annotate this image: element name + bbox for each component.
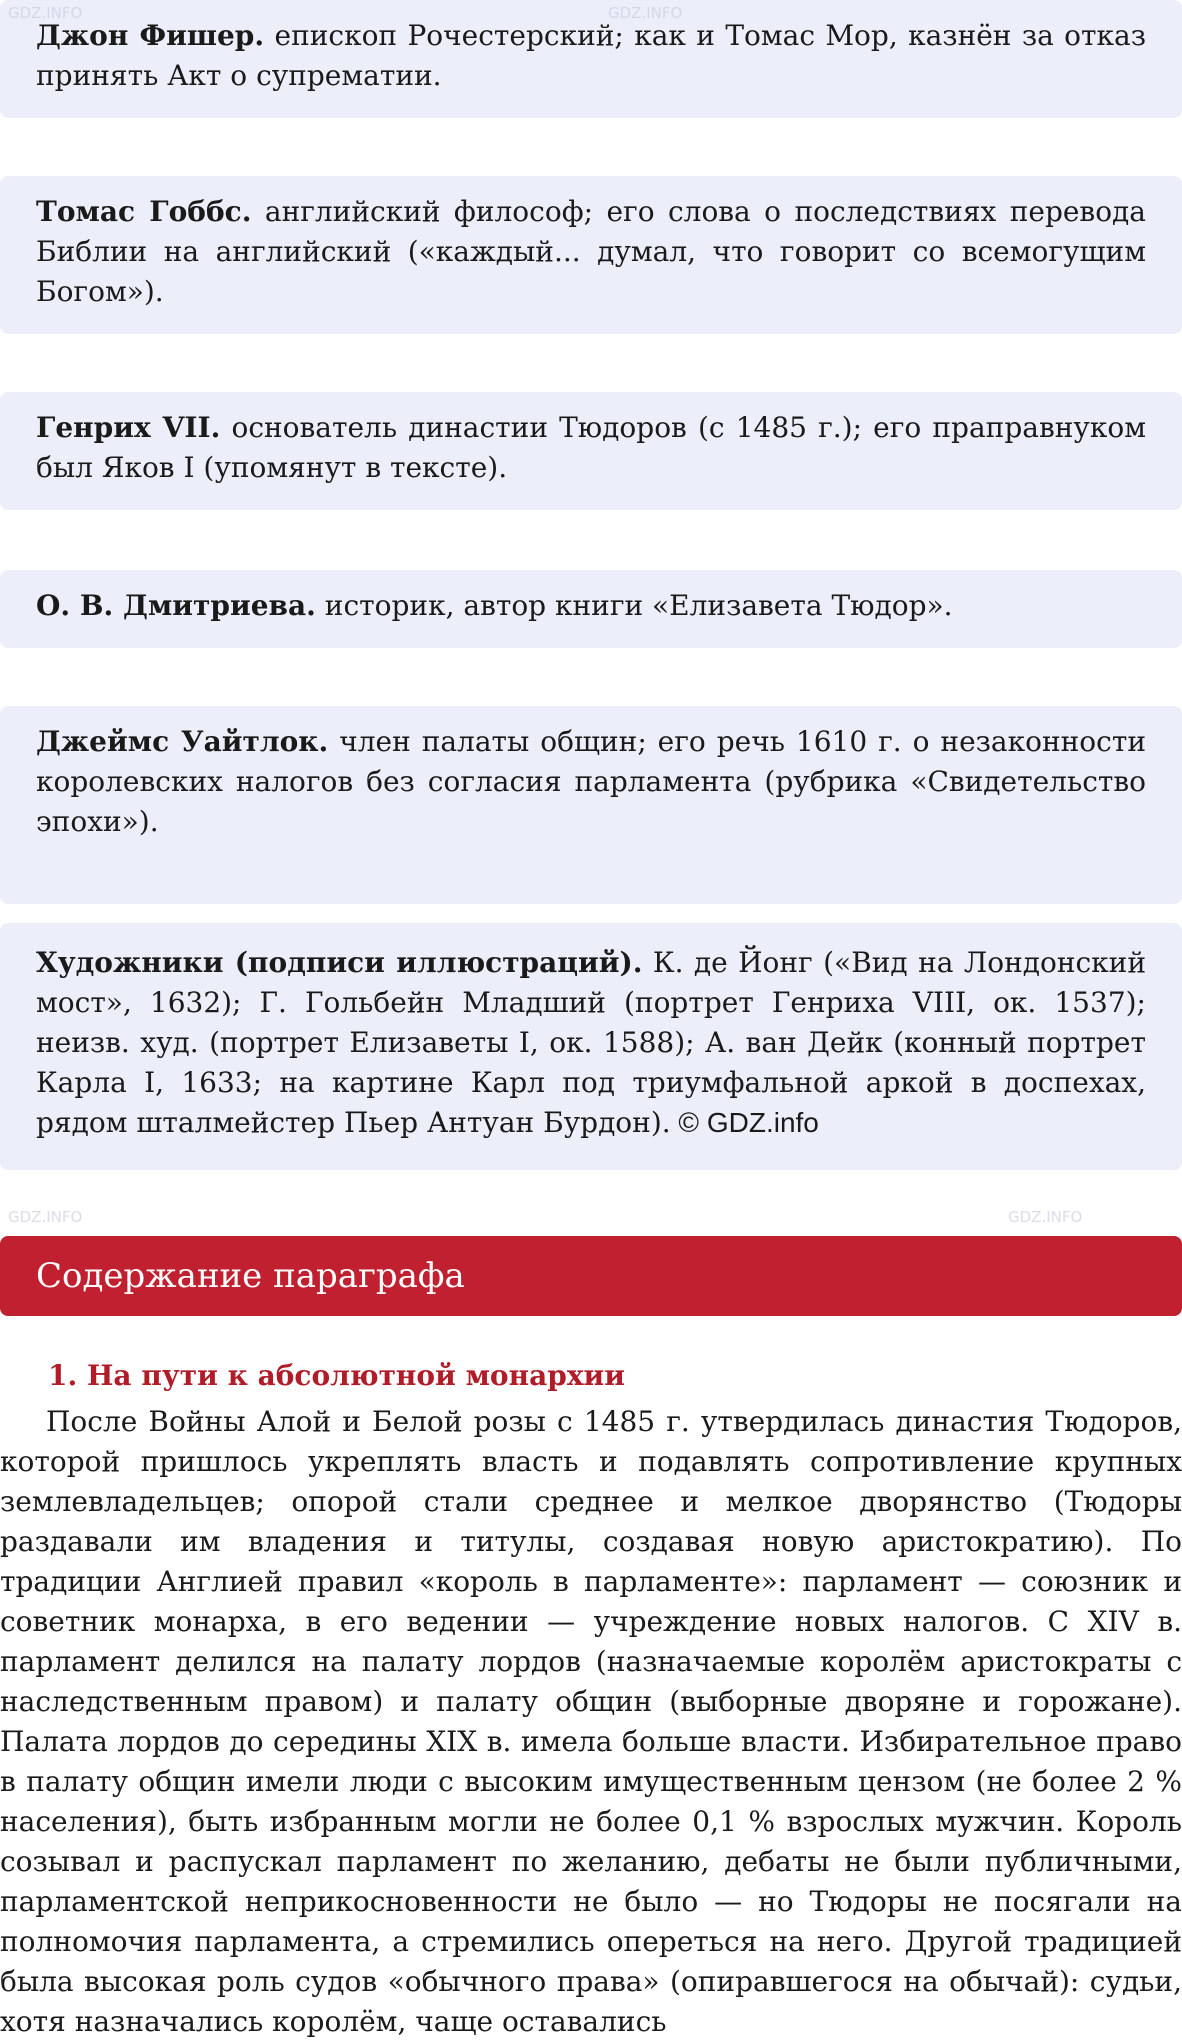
glossary-card-dmitrieva — [0, 570, 1182, 648]
watermark-text: GDZ.INFO — [608, 4, 683, 22]
glossary-card-artists — [0, 923, 1182, 1170]
glossary-term: Джон Фишер. — [36, 19, 265, 52]
section-header: Содержание параграфа — [0, 1236, 1182, 1316]
glossary-term: Джеймс Уайтлок. — [36, 725, 329, 758]
glossary-definition: епископ Рочестерский; как и Томас Мор, казнён за отказ принять Акт о супрематии. — [36, 19, 1146, 92]
watermark-text: GDZ.INFO — [8, 4, 83, 22]
glossary-definition: основатель династии Тюдоров (с 1485 г.); его праправнуком был Яков I (упомянут в тексте). — [36, 411, 1146, 484]
glossary-term: Генрих VII. — [36, 411, 221, 444]
glossary-card-hobbes — [0, 176, 1182, 334]
glossary-card-fisher — [0, 0, 1182, 118]
watermark-text: GDZ.INFO — [8, 1208, 83, 1226]
glossary-definition: член палаты общин; его речь 1610 г. о незаконности королевских налогов без согласия парламента (рубрика «Свидетельство эпохи»). — [36, 725, 1146, 838]
glossary-term: Томас Гоббс. — [36, 195, 252, 228]
glossary-definition: историк, автор книги «Елизавета Тюдор». — [315, 589, 953, 622]
copyright-notice: © GDZ.info — [670, 1107, 819, 1138]
glossary-definition: английский философ; его слова о последствиях перевода Библии на английский («каждый... думал, что говорит со всемогущим Богом»). — [36, 195, 1146, 308]
section-paragraph: После Войны Алой и Белой розы с 1485 г. утвердилась династия Тюдоров, которой пришлось укреплять власть и подавлять сопротивление крупных землевладельцев; опорой стали среднее и мелкое дворянство (Тюдоры раздавали им владения и титулы, создавая новую аристократию). По традиции Англией правил «король в парламенте»: парламент — союзник и советник монарха, в его ведении — учреждение новых налогов. С XIV в. парламент делился на палату лордов (назначаемые королём аристократы с наследственным правом) и палату общин (выборные дворяне и горожане). Палата лордов до середины XIX в. имела больше власти. Избирательное право в палату общин имели люди с высоким имущественным цензом (не более 2 % населения), быть избранным могли не более 0,1 % взрослых мужчин. Король созывал и распускал парламент по желанию, дебаты не были публичными, парламентской неприкосновенности не было — но Тюдоры не посягали на полномочия парламента, а стремились опереться на него. Другой традицией была высокая роль судов «обычного права» (опиравшегося на обычай): судьи, хотя назначались королём, чаще оставались — [0, 1405, 1182, 2038]
glossary-definition: К. де Йонг («Вид на Лондонский мост», 1632); Г. Гольбейн Младший (портрет Генриха VIII, ок. 1537); неизв. худ. (портрет Елизаветы I, ок. 1588); А. ван Дейк (конный портрет Карла I, 1633; на картине Карл под триумфальной аркой в доспехах, рядом шталмейстер Пьер Антуан Бурдон). — [36, 946, 1146, 1139]
section-subheading: 1. На пути к абсолютной монархии — [48, 1359, 626, 1392]
glossary-term: Художники (подписи иллюстраций). — [36, 946, 643, 979]
watermark-text: GDZ.INFO — [1008, 1208, 1083, 1226]
glossary-card-henry-vii — [0, 392, 1182, 510]
glossary-card-whitelocke — [0, 706, 1182, 904]
glossary-term: О. В. Дмитриева. — [36, 589, 316, 622]
